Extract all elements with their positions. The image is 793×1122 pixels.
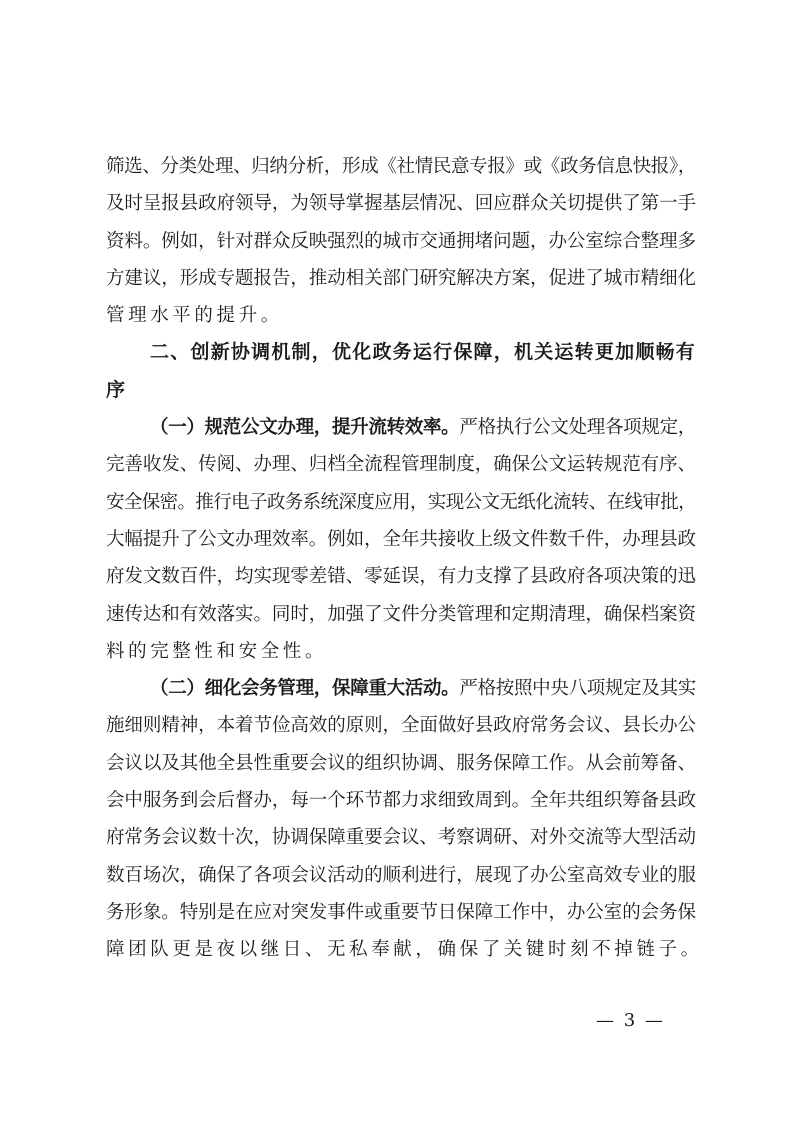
section-heading-line [106,372,696,409]
paragraph-line [106,223,696,260]
line-text: 方建议，形成专题报告，推动相关部门研究解决方案，促进了城市精细化 [106,267,696,289]
line-text: 严格按照中央八项规定及其实 [459,678,696,700]
line-text: 会中服务到会后督办，每一个环节都力求细致周到。全年共组织筹备县政 [106,790,696,812]
section-heading-line [106,334,696,371]
line-text: 速传达和有效落实。同时，加强了文件分类管理和定期清理，确保档案资 [106,603,696,625]
line-text: 完善收发、传阅、办理、归档全流程管理制度，确保公文运转规范有序、 [106,454,696,476]
paragraph-line [106,558,696,595]
line-text: 筛选、分类处理、归纳分析，形成《社情民意专报》或《政务信息快报》， [106,156,696,177]
line-text: 严格执行公文处理各项规定， [459,417,696,439]
line-text: 施细则精神，本着节俭高效的原则，全面做好县政府常务会议、县长办公 [106,715,696,737]
paragraph-line [106,857,696,894]
line-text: 障团队更是夜以继日、无私奉献，确保了关键时刻不掉链子。 [106,939,703,961]
subsection-line [106,670,696,707]
line-text: 府常务会议数十次，协调保障重要会议、考察调研、对外交流等大型活动 [106,827,696,849]
document-body [106,148,703,969]
line-text: 料的完整性和安全性。 [106,640,328,662]
paragraph-line [106,745,696,782]
line-text: 会议以及其他全县性重要会议的组织协调、服务保障工作。从会前筹备、 [106,752,696,774]
line-text: 大幅提升了公文办理效率。例如，全年共接收上级文件数千件，办理县政 [106,528,696,550]
paragraph-line [106,782,696,819]
line-text: 务形象。特别是在应对突发事件或重要节日保障工作中，办公室的会务保 [106,901,696,923]
paragraph-line [106,521,696,558]
section-heading: 二、创新协调机制，优化政务运行保障，机关运转更加顺畅有 [150,341,696,364]
paragraph-line [106,185,696,222]
line-text: 管理水平的提升。 [106,305,283,327]
paragraph-line [106,707,696,744]
page-number: — 3 — [596,1010,665,1031]
paragraph-line [106,484,696,521]
paragraph-line [106,894,696,931]
paragraph-line [106,596,696,633]
line-text: 府发文数百件，均实现零差错、零延误，有力支撑了县政府各项决策的迅 [106,566,696,588]
paragraph-line [106,819,696,856]
subsection-title: （二）细化会务管理，保障重大活动。 [150,678,460,700]
line-text: 安全保密。推行电子政务系统深度应用，实现公文无纸化流转、在线审批， [106,491,696,513]
paragraph-line [106,931,703,968]
section-heading: 序 [106,378,129,401]
paragraph-line [106,633,696,670]
subsection-line [106,409,696,446]
line-text: 资料。例如，针对群众反映强烈的城市交通拥堵问题，办公室综合整理多 [106,230,696,252]
paragraph-line [106,297,696,334]
paragraph-line [106,148,696,185]
line-text: 数百场次，确保了各项会议活动的顺利进行，展现了办公室高效专业的服 [106,864,696,886]
line-text: 及时呈报县政府领导，为领导掌握基层情况、回应群众关切提供了第一手 [106,193,696,215]
subsection-title: （一）规范公文办理，提升流转效率。 [150,417,460,439]
paragraph-line [106,446,696,483]
paragraph-line [106,260,696,297]
